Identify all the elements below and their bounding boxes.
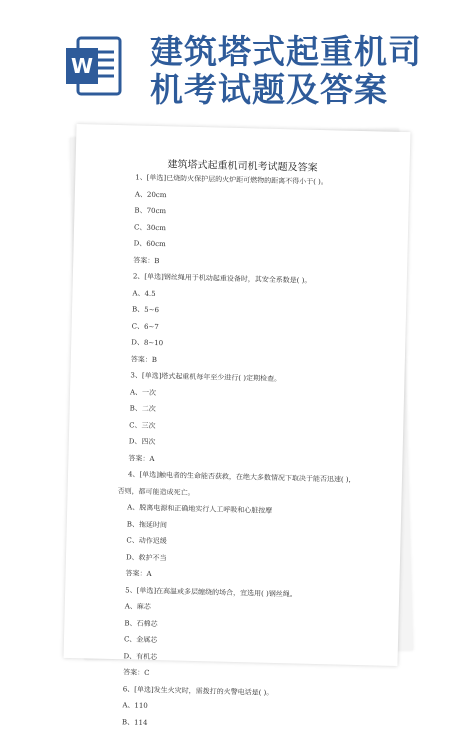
option-line: B、拖延时间	[126, 519, 168, 529]
header	[0, 0, 474, 118]
question-line: 6、[单选]发生火灾时，需拨打的火警电话是( )。	[122, 684, 274, 697]
option-line: A、4.5	[132, 288, 156, 298]
answer-line: 答案：A	[128, 453, 155, 463]
option-line: D、60cm	[133, 239, 166, 249]
word-document-icon	[62, 34, 126, 98]
option-line: A、110	[122, 701, 148, 710]
page-title-line-1: 建筑塔式起重机司	[150, 32, 422, 71]
question-line: 5、[单选]在高温或多层缠绕的场合，宜选用( )钢丝绳。	[125, 585, 297, 599]
option-line: A、一次	[129, 387, 157, 397]
option-line: B、二次	[129, 404, 156, 414]
answer-line: 答案：C	[123, 668, 150, 677]
option-line: B、70cm	[134, 206, 167, 216]
option-line: C、动作迟缓	[126, 536, 167, 546]
document-title: 建筑塔式起重机司机考试题及答案	[167, 159, 318, 174]
option-line: A、20cm	[134, 189, 167, 199]
option-line: A、麻芯	[124, 602, 151, 611]
question-line: 1、[单选]已烧防火保护层的火炉距可燃物的距离不得小于( )。	[135, 173, 328, 187]
option-line: C、30cm	[133, 222, 166, 232]
option-line: B、石棉芯	[124, 618, 158, 628]
answer-line: 答案：B	[133, 255, 160, 265]
document-body	[117, 169, 394, 736]
option-line: C、金属芯	[123, 635, 158, 645]
option-line: D、8~10	[131, 338, 164, 348]
option-line: B、114	[121, 717, 148, 727]
option-line: C、三次	[129, 420, 156, 430]
page-title-line-2: 机考试题及答案	[150, 70, 388, 109]
option-line: D、救护不当	[125, 552, 167, 562]
option-line: D、四次	[128, 437, 156, 447]
answer-line: 答案：A	[125, 569, 152, 578]
svg-text:W: W	[70, 54, 94, 78]
question-line: 2、[单选]钢丝绳用于机动起重设备时，其安全系数是( )。	[132, 272, 312, 285]
option-line: C、6~7	[131, 321, 159, 331]
option-line: D、有机芯	[123, 651, 158, 661]
document-page	[64, 124, 411, 727]
option-line: A、脱离电源和正确地实行人工呼吸和心脏按摩	[127, 503, 273, 515]
answer-line: 答案：B	[130, 354, 158, 364]
question-line: 4、[单选]触电者的生命能否获救，在绝大多数情况下取决于能否迅速( )，	[127, 470, 356, 484]
question-line: 3、[单选]塔式起重机每年至少进行( )定期检查。	[130, 371, 282, 384]
question-continuation-line: 否则，都可能造成死亡。	[117, 486, 195, 497]
option-line: B、5~6	[131, 305, 160, 315]
